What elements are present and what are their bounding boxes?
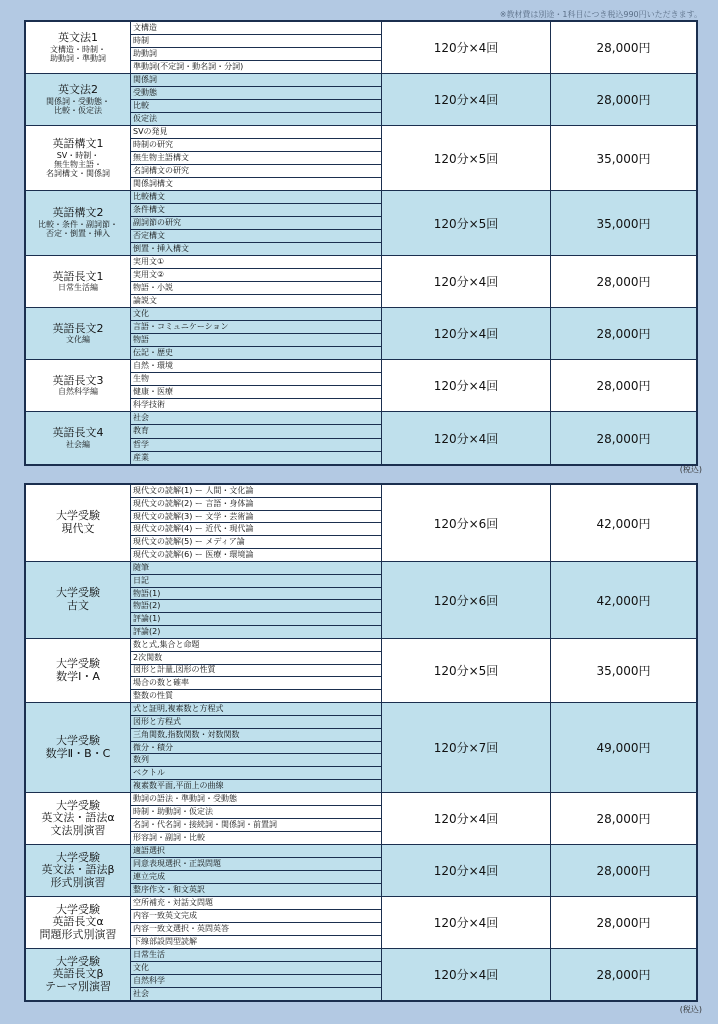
topic-item: 時制の研究	[131, 139, 381, 152]
topic-item: 言語・コミュニケーション	[131, 321, 381, 334]
table-row	[26, 308, 696, 360]
course-title: 英文法1	[58, 30, 98, 44]
topic-item: 下線部設問型読解	[133, 937, 197, 946]
course-name	[26, 703, 131, 792]
course-topics	[131, 256, 382, 307]
course-duration: 120分×5回	[382, 126, 551, 190]
topic-item: 現代文の読解(3) ー 文学・芸術論	[131, 511, 381, 524]
course-subtitle: 文化編	[66, 335, 90, 345]
course-duration: 120分×5回	[382, 639, 551, 702]
course-price: 28,000円	[596, 327, 651, 341]
table-row	[26, 191, 696, 256]
course-price: 28,000円	[596, 431, 651, 446]
course-name	[26, 485, 131, 561]
course-topics	[131, 949, 382, 1000]
course-title: 英語長文2	[52, 321, 104, 335]
topic-item: 関係詞	[131, 74, 381, 87]
topic-item: 現代文の読解(4) ー 近代・現代論	[131, 523, 381, 536]
topic-item: 三角関数,指数関数・対数関数	[131, 729, 381, 742]
course-price: 28,000円	[596, 275, 651, 289]
course-title: 大学受験	[56, 509, 100, 523]
topic-item: 随筆	[131, 562, 381, 575]
course-name	[26, 22, 131, 73]
materials-fee-note: ※教材費は別途・1科目につき税込990円いただきます。	[499, 10, 702, 19]
course-title: 英語構文1	[52, 136, 104, 150]
topic-item: 助動詞	[131, 48, 381, 61]
course-topics	[131, 703, 382, 792]
course-duration: 120分×4回	[382, 360, 551, 411]
topic-item: 形容詞・副詞・比較	[133, 833, 205, 842]
course-topics	[131, 126, 382, 190]
course-name	[26, 562, 131, 638]
table-row	[26, 703, 696, 793]
course-topics	[131, 412, 382, 464]
course-topics	[131, 191, 382, 255]
course-title: 英語長文β	[52, 967, 104, 981]
topic-item: 2次関数	[131, 652, 381, 665]
course-price: 28,000円	[596, 41, 651, 55]
course-subtitle: 無生物主語・	[54, 159, 102, 169]
course-name	[26, 74, 131, 125]
course-title: 現代文	[61, 522, 95, 535]
topic-item: 実用文①	[131, 256, 381, 269]
topic-item: 関係詞構文	[133, 179, 173, 188]
course-topics	[131, 308, 382, 359]
course-duration: 120分×4回	[382, 412, 551, 464]
topic-item: 整数の性質	[133, 691, 173, 701]
course-name	[26, 793, 131, 844]
table-row	[26, 74, 696, 126]
table-row	[26, 639, 696, 703]
topic-item: 倒置・挿入構文	[133, 244, 189, 253]
course-title: 英語構文2	[52, 206, 104, 220]
topic-item: 図形と計量,図形の性質	[131, 665, 381, 678]
topic-item: 条件構文	[131, 204, 381, 217]
course-topics	[131, 639, 382, 702]
course-name	[26, 126, 131, 190]
table-row	[26, 256, 696, 308]
course-price: 35,000円	[596, 151, 651, 166]
table-row	[26, 562, 696, 639]
topic-item: 式と証明,複素数と方程式	[131, 703, 381, 716]
course-duration: 120分×4回	[382, 256, 551, 307]
course-title: テーマ別演習	[45, 979, 111, 993]
course-title: 大学受験	[56, 733, 100, 747]
course-price: 28,000円	[596, 93, 651, 107]
topic-item: 複素数平面,平面上の曲線	[133, 781, 224, 791]
topic-item: 実用文②	[131, 269, 381, 282]
topic-item: 文化	[131, 308, 381, 321]
topic-item: 仮定法	[133, 114, 157, 123]
tax-included-note: (税込)	[679, 465, 702, 474]
topic-item: 名詞・代名詞・接続詞・関係詞・前置詞	[131, 819, 381, 832]
course-price: 42,000円	[596, 593, 651, 608]
course-title: 古文	[67, 599, 89, 612]
topic-item: 比較	[131, 100, 381, 113]
course-subtitle: 日常生活編	[58, 283, 98, 293]
course-price: 28,000円	[596, 968, 651, 982]
course-duration: 120分×5回	[382, 191, 551, 255]
topic-item: 物語・小説	[131, 282, 381, 295]
topic-item: 無生物主語構文	[131, 152, 381, 165]
course-topics	[131, 897, 382, 948]
topic-item: 連立完成	[131, 871, 381, 884]
topic-item: 現代文の読解(5) ー メディア論	[131, 536, 381, 549]
table-row	[26, 360, 696, 412]
course-subtitle: 助動詞・準動詞	[50, 53, 106, 63]
topic-item: 伝記・歴史	[133, 348, 173, 357]
course-title: 英文法・語法α	[41, 811, 115, 825]
course-duration: 120分×6回	[382, 562, 551, 638]
course-topics	[131, 485, 382, 561]
topic-item: 時制	[131, 35, 381, 48]
topic-item: ベクトル	[131, 767, 381, 780]
course-table-english	[24, 20, 698, 466]
topic-item: 動詞の語法・準動詞・受動態	[131, 793, 381, 806]
course-name	[26, 360, 131, 411]
course-price: 28,000円	[596, 864, 651, 878]
table-row	[26, 22, 696, 74]
topic-item: 論説文	[133, 296, 157, 305]
table-row	[26, 897, 696, 949]
course-topics	[131, 562, 382, 638]
topic-item: 内容一致英文完成	[131, 910, 381, 923]
course-title: 英文法2	[58, 82, 98, 96]
course-table-exam	[24, 483, 698, 1002]
topic-item: 適語選択	[131, 845, 381, 858]
course-name	[26, 412, 131, 464]
course-title: 形式別演習	[50, 875, 106, 889]
topic-item: 文化	[131, 962, 381, 975]
course-duration: 120分×4回	[382, 897, 551, 948]
course-title: 英語長文3	[52, 373, 104, 387]
topic-item: 比較構文	[131, 191, 381, 204]
course-name	[26, 639, 131, 702]
topic-item: SVの発見	[131, 126, 381, 139]
topic-item: 図形と方程式	[131, 716, 381, 729]
course-subtitle: 否定・倒置・挿入	[46, 229, 110, 239]
topic-item: 受動態	[131, 87, 381, 100]
course-title: 英語長文α	[52, 915, 104, 929]
course-title: 大学受験	[56, 902, 100, 916]
course-subtitle: 名詞構文・関係詞	[46, 168, 110, 178]
course-title: 大学受験	[56, 586, 100, 600]
topic-item: 現代文の読解(2) ー 言語・身体論	[131, 498, 381, 511]
topic-item: 現代文の読解(6) ー 医療・環境論	[133, 550, 254, 560]
course-title: 数学Ⅰ・A	[56, 669, 100, 683]
course-duration: 120分×4回	[382, 22, 551, 73]
course-price: 28,000円	[596, 916, 651, 930]
course-subtitle: SV・時制・	[56, 150, 100, 160]
course-duration: 120分×4回	[382, 793, 551, 844]
topic-item: 否定構文	[131, 230, 381, 243]
course-title: 問題形式別演習	[39, 927, 117, 941]
course-duration: 120分×4回	[382, 845, 551, 896]
table-row	[26, 845, 696, 897]
course-price: 42,000円	[596, 516, 651, 531]
course-duration: 120分×4回	[382, 308, 551, 359]
topic-item: 健康・医療	[131, 386, 381, 399]
topic-item: 準動詞(不定詞・動名詞・分詞)	[133, 62, 244, 71]
topic-item: 時制・助動詞・仮定法	[131, 806, 381, 819]
topic-item: 産業	[133, 452, 149, 462]
course-name	[26, 845, 131, 896]
topic-item: 社会	[131, 412, 381, 425]
topic-item: 名詞構文の研究	[131, 165, 381, 178]
topic-item: 哲学	[131, 439, 381, 452]
course-subtitle: 自然科学編	[58, 387, 98, 397]
course-title: 文法別演習	[50, 823, 106, 837]
tax-included-note: (税込)	[679, 1005, 702, 1014]
course-name	[26, 191, 131, 255]
topic-item: 場合の数と確率	[131, 677, 381, 690]
topic-item: 同意表現選択・正誤問題	[131, 858, 381, 871]
topic-item: 微分・積分	[131, 742, 381, 755]
topic-item: 物語(1)	[131, 588, 381, 601]
topic-item: 数と式,集合と命題	[131, 639, 381, 652]
topic-item: 科学技術	[133, 400, 165, 409]
topic-item: 社会	[133, 989, 149, 998]
course-topics	[131, 22, 382, 73]
table-row	[26, 793, 696, 845]
course-name	[26, 949, 131, 1000]
course-name	[26, 308, 131, 359]
course-subtitle: 比較・仮定法	[54, 105, 102, 115]
topic-item: 評論(1)	[131, 613, 381, 626]
course-duration: 120分×4回	[382, 74, 551, 125]
course-topics	[131, 793, 382, 844]
topic-item: 日記	[131, 575, 381, 588]
course-topics	[131, 74, 382, 125]
table-row	[26, 949, 696, 1000]
course-name	[26, 256, 131, 307]
topic-item: 生物	[131, 373, 381, 386]
topic-item: 数列	[131, 754, 381, 767]
topic-item: 評論(2)	[133, 627, 161, 637]
table-row	[26, 126, 696, 191]
course-price: 35,000円	[596, 664, 651, 678]
topic-item: 自然・環境	[131, 360, 381, 373]
course-subtitle: 文構造・時制・	[50, 44, 106, 54]
topic-item: 日常生活	[131, 949, 381, 962]
course-name	[26, 897, 131, 948]
course-topics	[131, 360, 382, 411]
topic-item: 副詞節の研究	[131, 217, 381, 230]
course-title: 大学受験	[56, 798, 100, 812]
course-duration: 120分×6回	[382, 485, 551, 561]
course-title: 大学受験	[56, 850, 100, 864]
table-row	[26, 485, 696, 562]
course-duration: 120分×4回	[382, 949, 551, 1000]
topic-item: 内容一致文選択・英問英答	[131, 923, 381, 936]
course-title: 大学受験	[56, 656, 100, 670]
topic-item: 自然科学	[131, 975, 381, 988]
course-title: 英文法・語法β	[41, 863, 115, 877]
course-price: 49,000円	[596, 741, 651, 755]
course-price: 35,000円	[596, 216, 651, 231]
course-subtitle: 比較・条件・副詞節・	[38, 220, 118, 230]
course-title: 大学受験	[56, 954, 100, 968]
course-price: 28,000円	[596, 812, 651, 826]
course-topics	[131, 845, 382, 896]
course-title: 英語長文1	[52, 269, 104, 283]
topic-item: 物語	[131, 334, 381, 347]
table-row	[26, 412, 696, 464]
topic-item: 物語(2)	[131, 600, 381, 613]
topic-item: 教育	[131, 425, 381, 438]
topic-item: 空所補充・対話文問題	[131, 897, 381, 910]
course-subtitle: 社会編	[66, 439, 90, 449]
course-price: 28,000円	[596, 379, 651, 393]
course-duration: 120分×7回	[382, 703, 551, 792]
course-subtitle: 関係詞・受動態・	[46, 96, 110, 106]
course-title: 英語長文4	[52, 426, 104, 440]
topic-item: 整序作文・和文英訳	[133, 885, 205, 894]
topic-item: 文構造	[131, 22, 381, 35]
course-title: 数学Ⅱ・B・C	[45, 746, 111, 760]
topic-item: 現代文の読解(1) ー 人間・文化論	[131, 485, 381, 498]
